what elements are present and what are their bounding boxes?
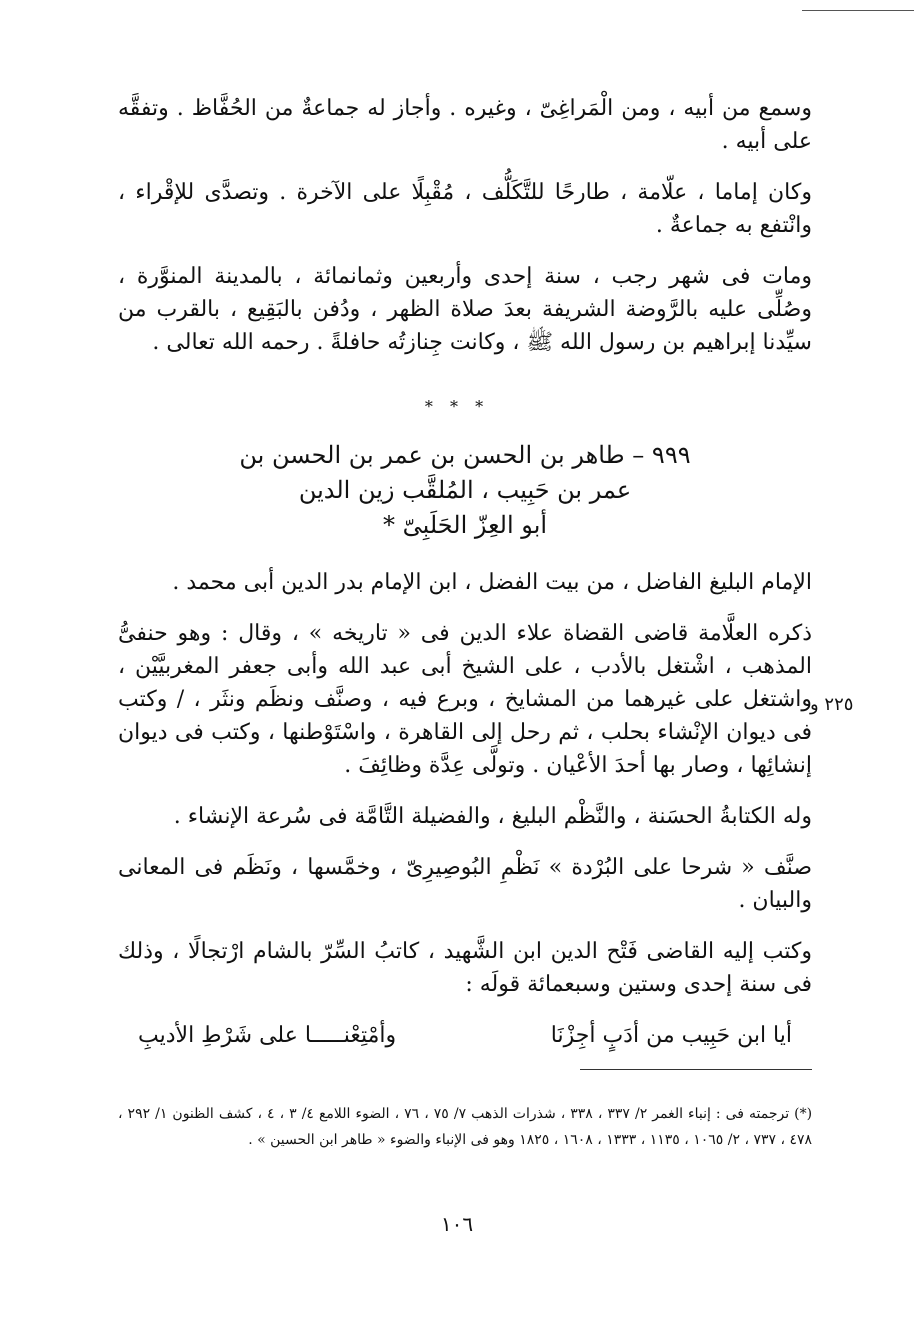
paragraph: ذكره العلَّامة قاضى القضاة علاء الدين فى « تاريخه » ، وقال : وهو حنفىُّ المذهب ، اشْتغل بالأدب ، على الشيخ أبى عبد الله وأبى جعفر المغربيَّيْن ، واشتغل على غيرهما من المشايخ ، وبرع فيه ، وصنَّف ونظَم ونثَر ، / وكتب فى ديوان الإنْشاء بحلب ، ثم رحل إلى القاهرة ، واسْتَوْطنها ، وكتب فى ديوان إنشائِها ، وصار بها أحدَ الأعْيان . وتولَّى عِدَّة وظائِفَ . xyxy=(118,621,812,778)
paragraph: وكان إماما ، علّامة ، طارحًا للتَّكَلُّف ، مُقْبِلًا على الآخرة . وتصدَّى للإقْراء ، وانْتفع به جماعةٌ . xyxy=(118,180,812,238)
page-number: ١٠٦ xyxy=(440,1212,474,1236)
paragraph: وله الكتابةُ الحسَنة ، والنَّظْم البليغ ، والفضيلة التَّامَّة فى سُرعة الإنشاء . xyxy=(173,804,812,829)
entry-title-line: ٩٩٩ – طاهر بن الحسن بن عمر بن الحسن بن xyxy=(239,441,691,469)
manuscript-folio-note: ٢٢٥ و xyxy=(810,694,854,715)
footnote-rule xyxy=(580,1069,812,1070)
footnote: (*) ترجمته فى : إنباء الغمر ٢/ ٣٣٧ ، ٣٣٨ ، شذرات الذهب ٧/ ٧٥ ، ٧٦ ، الضوء اللامع ٤/ ٣ ، ٤ ، كشف الظنون ١/ ٢٩٢ ، ٤٧٨ ، ٧٣٧ ، ٢/ ١٠٦٥ ، ١١٣٥ ، ١٣٣٣ ، ١٦٠٨ ، ١٨٢٥ وهو فى الإنباء والضوء « طاهر ابن الحسين » . xyxy=(118,1106,813,1148)
top-rule xyxy=(802,10,914,11)
entry-title-line: أبو العِزّ الحَلَبِىّ * xyxy=(382,510,548,539)
paragraph: الإمام البليغ الفاضل ، من بيت الفضل ، ابن الإمام بدر الدين أبى محمد . xyxy=(172,570,812,595)
paragraph: وكتب إليه القاضى فَتْح الدين ابن الشَّهيد ، كاتبُ السِّرّ بالشام ارْتجالًا ، وذلك فى سنة إحدى وستين وسبعمائة قولَه : xyxy=(118,939,812,997)
section-separator: * * * xyxy=(424,397,490,416)
verse-line xyxy=(118,1019,812,1052)
entry-title-line: عمر بن حَبِيب ، المُلقَّب زين الدين xyxy=(298,475,632,504)
verse-hemistich: أيا ابن حَبِيب من أدَبٍ أجِزْنَا xyxy=(550,1023,792,1048)
entry-heading xyxy=(118,438,812,542)
paragraph: صنَّف « شرحا على البُرْدة » نَظْمِ البُوصِيرِىّ ، وخمَّسها ، ونَظَم فى المعانى والبيان . xyxy=(118,855,812,913)
verse-hemistich: وأمْتِعْنـــــا على شَرْطِ الأديبِ xyxy=(138,1023,397,1048)
paragraph: ومات فى شهر رجب ، سنة إحدى وأربعين وثمانمائة ، بالمدينة المنوَّرة ، وصُلِّى عليه بالرَّوضة الشريفة بعدَ صلاة الظهر ، ودُفن بالبَقِيع ، بالقرب من سيِّدنا إبراهيم بن رسول الله ﷺ ، وكانت جِنازتُه حافلةً . رحمه الله تعالى . xyxy=(118,264,812,355)
paragraph: وسمع من أبيه ، ومن الْمَراغِىّ ، وغيره . وأجاز له جماعةٌ من الحُفَّاظ . وتفقَّه على أبيه . xyxy=(118,96,812,154)
entry-text xyxy=(118,566,812,1052)
previous-entry-text xyxy=(118,92,812,377)
